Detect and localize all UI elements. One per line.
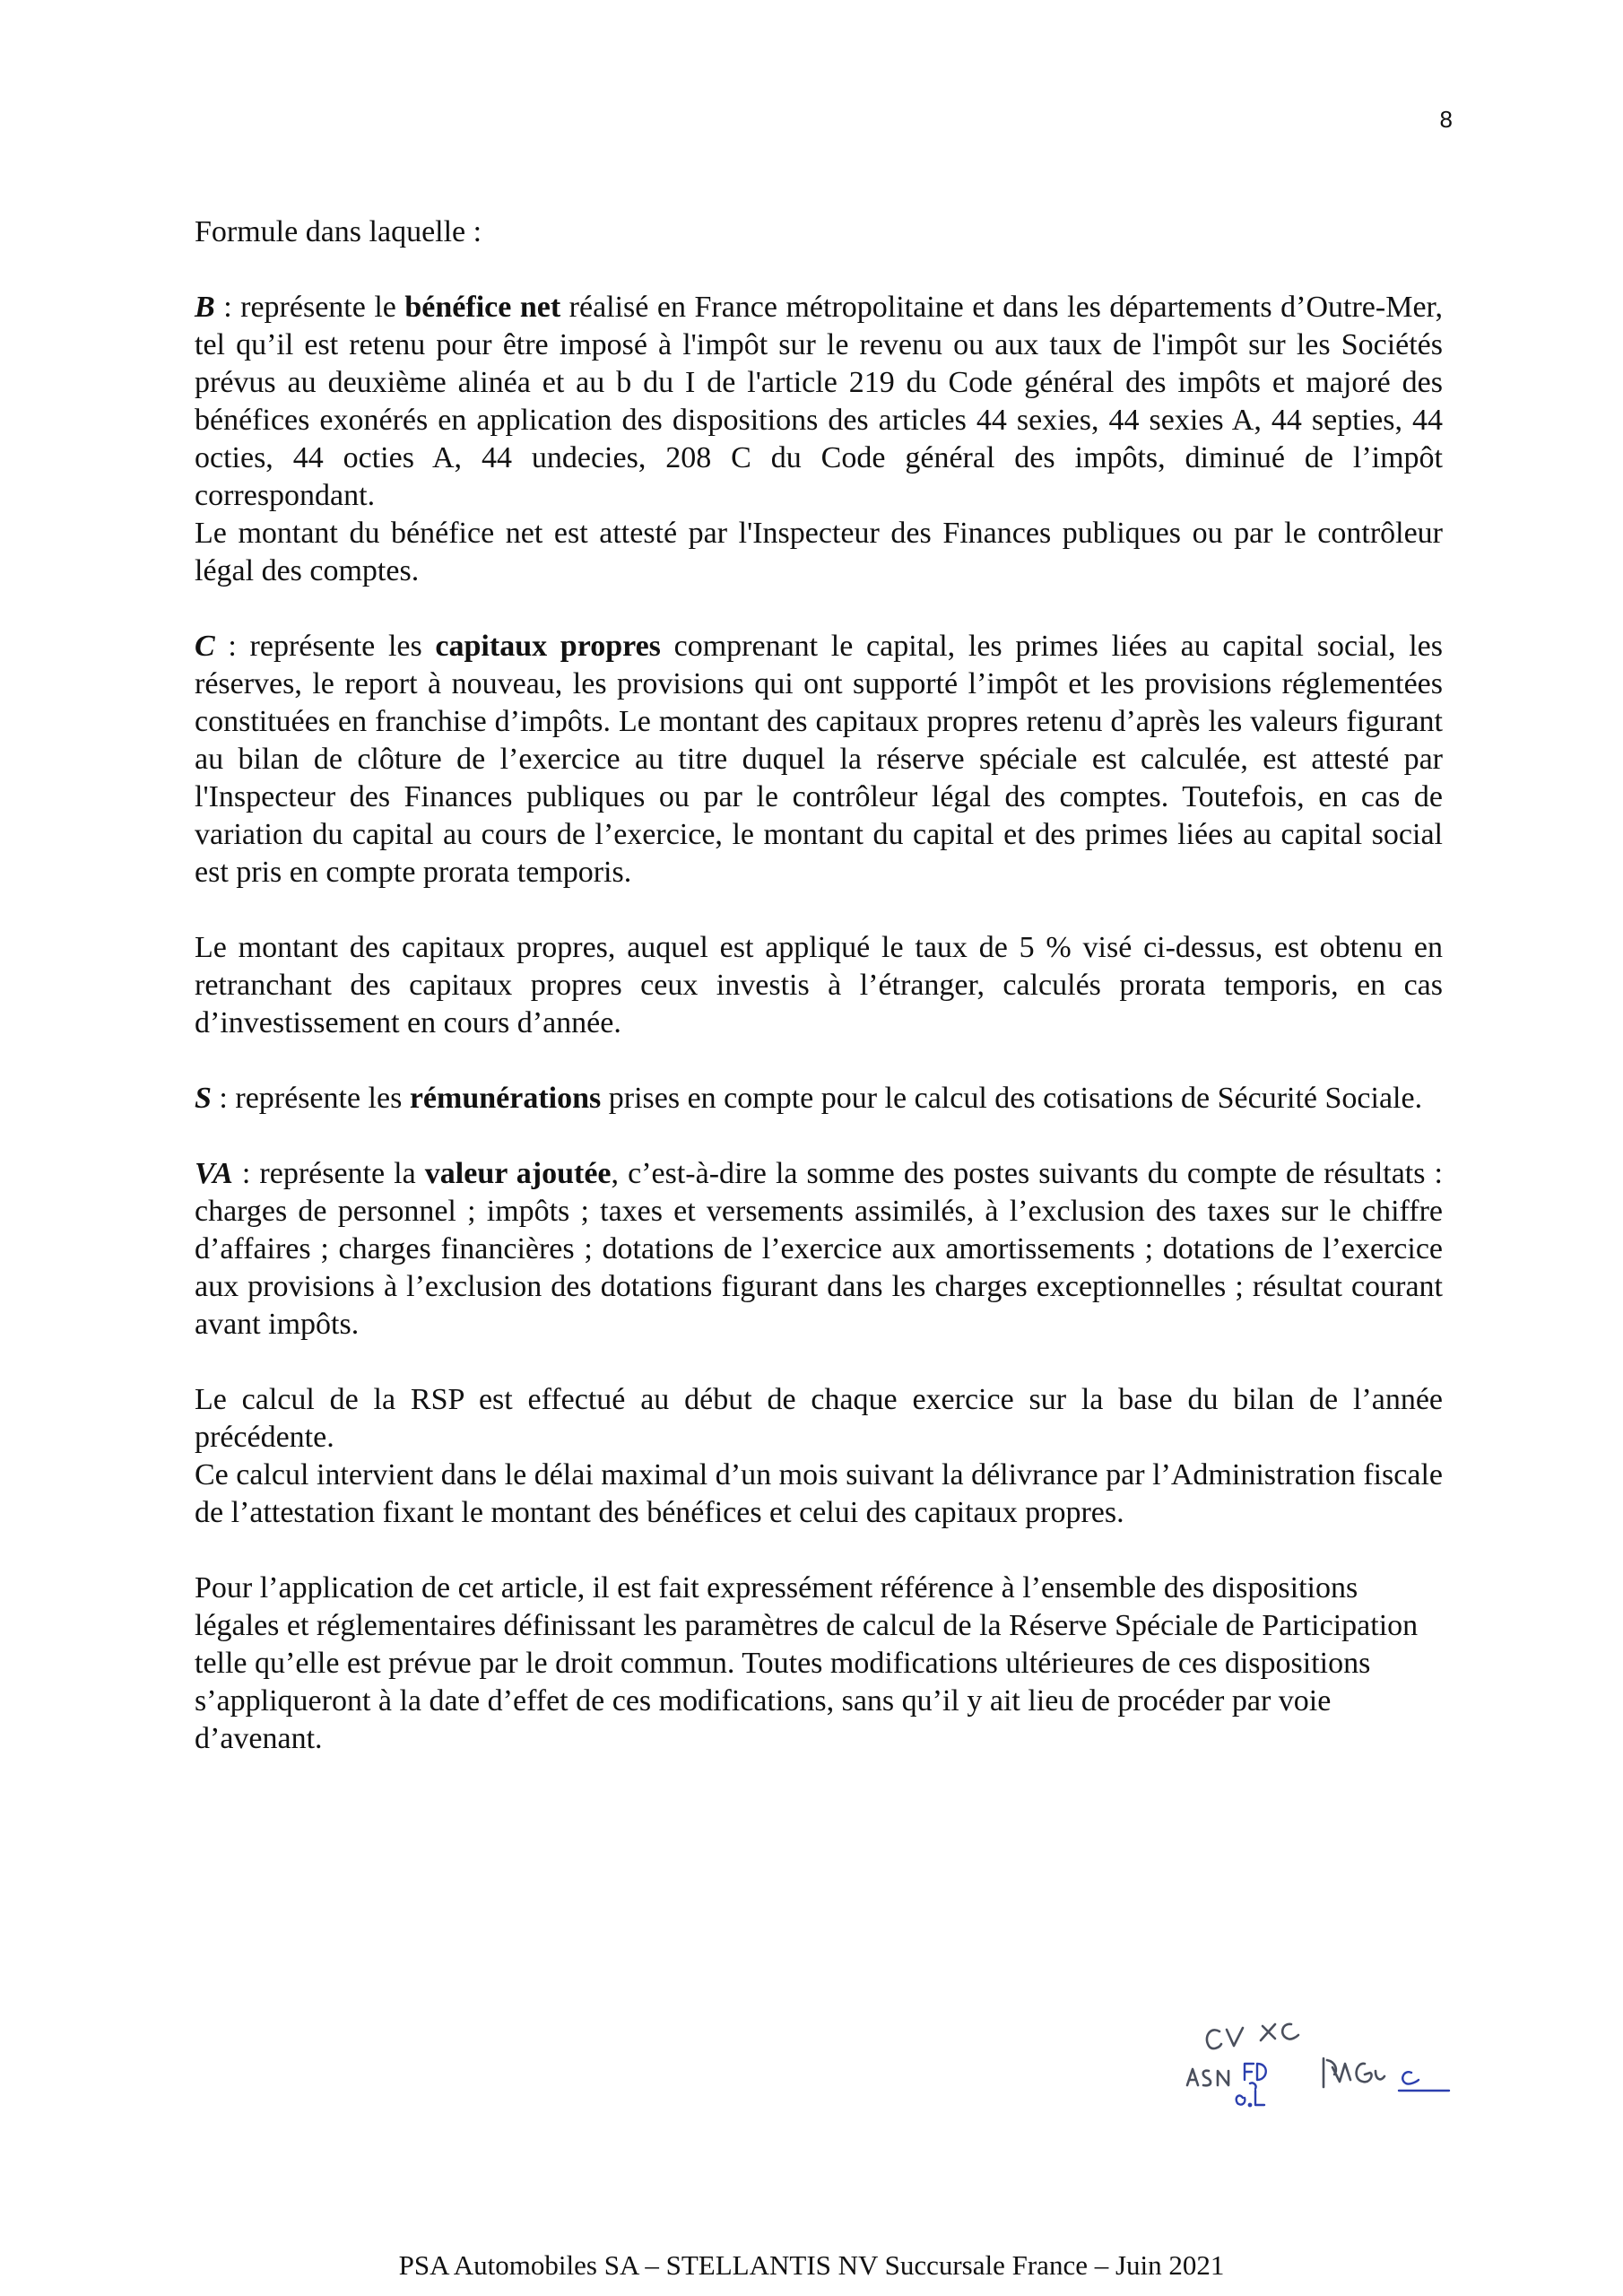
term-benefice-net: bénéfice net — [404, 291, 561, 324]
symbol-va: VA — [195, 1157, 233, 1190]
definition-b: B : représente le bénéfice net réalisé en France métropolitaine et dans les départements d’Outre-Mer, tel qu’il est retenu pour être imposé à l'impôt sur le revenu ou aux taux de l'impôt sur les Sociétés prévus au deuxième alinéa et au b du I de l'article 219 du Code général des impôts et majoré des bénéfices exonérés en application des dispositions des articles 44 sexies, 44 sexies A, 44 septies, 44 octies, 44 octies A, 44 undecies, 208 C du Code général des impôts, diminué de l’impôt correspondant. — [195, 291, 1443, 512]
term-valeur-ajoutee: valeur ajoutée — [424, 1157, 612, 1190]
rsp-timing: Ce calcul intervient dans le délai maximal d’un mois suivant la délivrance par l’Administration fiscale de l’attestation fixant le montant des bénéfices et celui des capitaux propres. — [195, 1458, 1443, 1529]
definition-va: VA : représente la valeur ajoutée, c’est-à-dire la somme des postes suivants du compte de résultats : charges de personnel ; impôts ; taxes et versements assimilés, à l’exclusion des taxes sur le chiffre d’affaires ; charges financières ; dotations de l’exercice aux amortissements ; dotations de l’exercice aux provisions à l’exclusion des dotations figurant dans les charges exceptionnelles ; résultat courant avant impôts. — [195, 1157, 1443, 1341]
intro-line: Formule dans laquelle : — [195, 215, 482, 248]
page-number: 8 — [1439, 106, 1453, 133]
application-clause: Pour l’application de cet article, il est fait expressément référence à l’ensemble des dispositions légales et réglementaires définissant les paramètres de calcul de la Réserve Spéciale de Participation telle qu’elle est prévue par le droit commun. Toutes modifications ultérieures de ces dispositions s’appliqueront à la date d’effet de ces modifications, sans qu’il y ait lieu de procéder par voie d’avenant. — [195, 1571, 1419, 1755]
symbol-s: S — [195, 1082, 212, 1115]
article-body — [195, 213, 1443, 1758]
definition-s: S : représente les rémunérations prises en compte pour le calcul des cotisations de Sécurité Sociale. — [195, 1082, 1423, 1115]
term-remunerations: rémunérations — [409, 1082, 602, 1115]
handwritten-initials — [1157, 2005, 1462, 2130]
term-capitaux-propres: capitaux propres — [435, 630, 661, 663]
capitaux-propres-note: Le montant des capitaux propres, auquel est appliqué le taux de 5 % visé ci-dessus, est obtenu en retranchant des capitaux propres ceux investis à l’étranger, calculés prorata temporis, en cas d’investissement en cours d’année. — [195, 931, 1443, 1039]
symbol-b: B — [195, 291, 215, 324]
benefice-attestation: Le montant du bénéfice net est attesté par l'Inspecteur des Finances publiques ou par le contrôleur légal des comptes. — [195, 517, 1443, 587]
rsp-calculation: Le calcul de la RSP est effectué au début de chaque exercice sur la base du bilan de l’année précédente. — [195, 1383, 1443, 1454]
definition-c: C : représente les capitaux propres comprenant le capital, les primes liées au capital social, les réserves, le report à nouveau, les provisions qui ont supporté l’impôt et les provisions réglementées constituées en franchise d’impôts. Le montant des capitaux propres retenu d’après les valeurs figurant au bilan de clôture de l’exercice au titre duquel la réserve spéciale est calculée, est attesté par l'Inspecteur des Finances publiques ou par le contrôleur légal des comptes. Toutefois, en cas de variation du capital au cours de l’exercice, le montant du capital et des primes liées au capital social est pris en compte prorata temporis. — [195, 630, 1443, 889]
page-footer: PSA Automobiles SA – STELLANTIS NV Succursale France – Juin 2021 — [398, 2249, 1225, 2281]
symbol-c: C — [195, 630, 215, 663]
